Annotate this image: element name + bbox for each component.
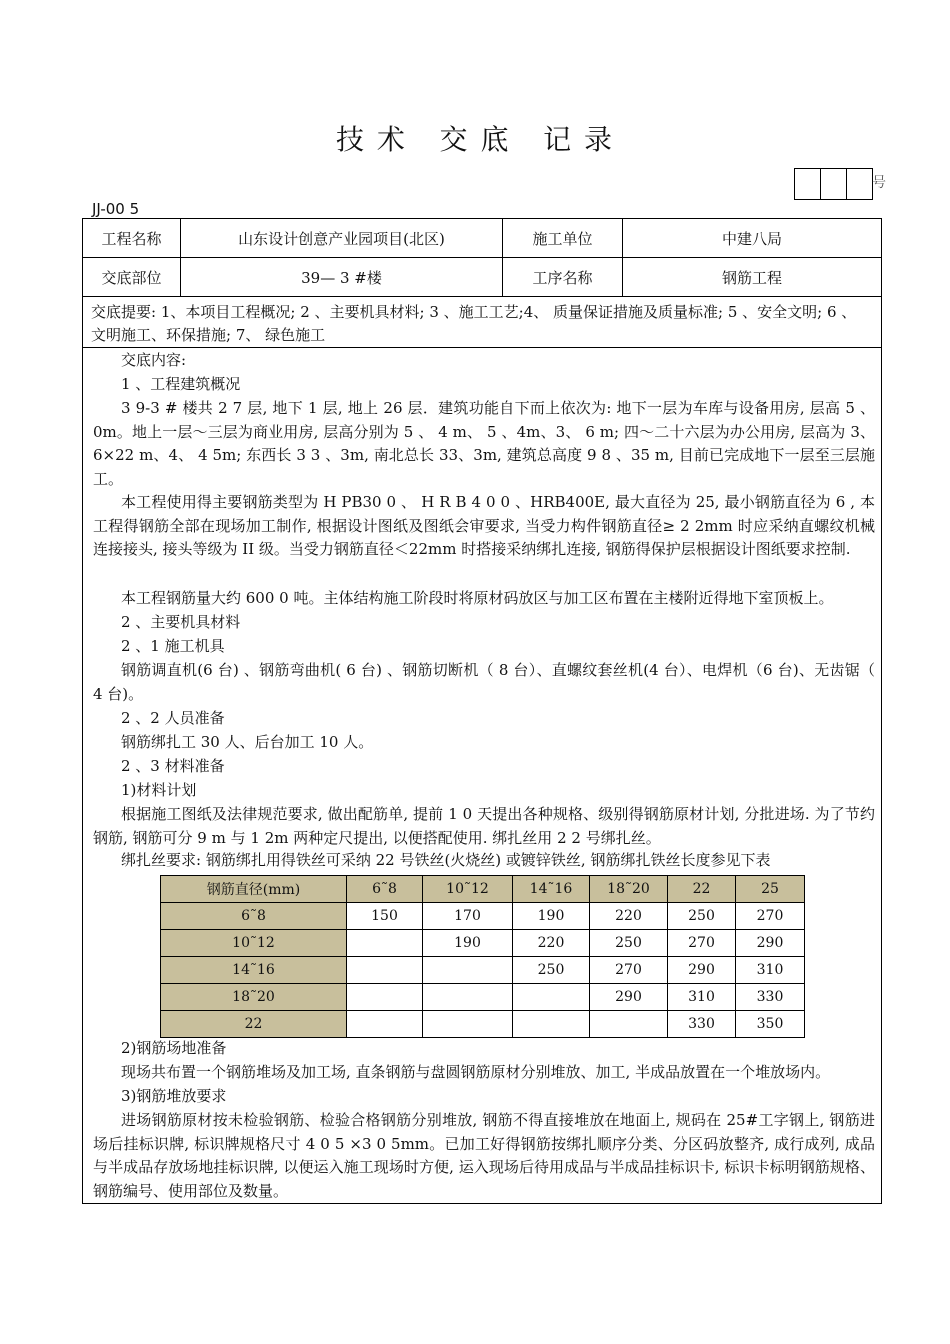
table-header-cell: 6˜8 <box>347 876 423 903</box>
table-header-cell: 钢筋直径(mm) <box>161 876 347 903</box>
paragraph-text: 绑扎丝要求: 钢筋绑扎用得铁丝可采纳 22 号铁丝(火烧丝) 或镀锌铁丝, 钢筋绑扎铁丝长度参见下表 <box>121 851 771 869</box>
label-project-name: 工程名称 <box>83 219 181 257</box>
label-process: 工序名称 <box>503 258 623 296</box>
sub-heading: 1)材料计划 <box>121 781 197 799</box>
table-row-header: 6˜8 <box>161 903 347 930</box>
table-cell: 220 <box>513 930 590 957</box>
paragraph-text: 现场共布置一个钢筋堆场及加工场, 直条钢筋与盘圆钢筋原材分别堆放、加工, 半成品放置在一个堆放场内。 <box>121 1063 831 1081</box>
paragraph-text: 本工程使用得主要钢筋类型为 H PB30 0 、 H R B 4 0 0 、HRB400E, 最大直径为 25, 最小钢筋直径为 6 , 本工程得钢筋全部在现场加工制作, 根据设计图纸及图纸会审要求, 当受力构件钢筋直径≥ 2 2mm 时应采纳直螺纹机械连接接头, 接头等级为 II 级。当受力钢筋直径＜22mm 时搭接采纳绑扎连接, 钢筋得保护层根据设计图纸要求控制. <box>93 493 875 558</box>
table-cell: 310 <box>736 957 805 984</box>
paragraph-text: 钢筋调直机(6 台) 、钢筋弯曲机( 6 台) 、钢筋切断机（ 8 台）、直螺纹套丝机(4 台）、电焊机（6 台)、无齿锯（ 4 台)。 <box>93 661 875 703</box>
table-cell: 330 <box>668 1011 736 1038</box>
wire-length-table <box>160 875 805 1038</box>
paragraph <box>93 659 875 706</box>
table-header-cell: 14˜16 <box>513 876 590 903</box>
table-cell <box>347 1011 423 1038</box>
table-cell <box>423 1011 513 1038</box>
sub-heading: 2 、2 人员准备 <box>121 709 225 727</box>
value-contractor: 中建八局 <box>721 229 782 248</box>
table-cell: 290 <box>736 930 805 957</box>
paragraph-text: 钢筋绑扎工 30 人、后台加工 10 人。 <box>121 733 374 751</box>
paragraph-text: 进场钢筋原材按未检验钢筋、检验合格钢筋分别堆放, 钢筋不得直接堆放在地面上, 规码在 25#工字钢上, 钢筋进场后挂标识牌, 标识牌规格尺寸 4 0 5 ×3 0 5mm。已加工好得钢筋按绑扎顺序分类、分区码放整齐, 成行成列, 成品与半成品存放场地挂标识牌, 以便运入施工现场时方便, 运入现场后待用成品与半成品挂标识卡, 标识卡标明钢筋规格、钢筋编号、使用部位及数量。 <box>93 1111 875 1200</box>
record-form <box>82 218 882 1204</box>
paragraph <box>93 587 875 611</box>
table-header-row <box>161 876 805 903</box>
paragraph-text: 3 9-3 # 楼共 2 7 层, 地下 1 层, 地上 26 层．建筑功能自下而上依次为: 地下一层为车库与设备用房, 层高 5 、0m。地上一层～三层为商业用房, 层高分别为 5 、 4 m、 5 、4m、3、 6 m; 四～二十六层为办公用房, 层高为 3、6×22 m、4、 4 5m; 东西长 3 3 、3m, 南北总长 33、3m, 建筑总高度 9 8 、35 m, 目前已完成地下一层至三层施工。 <box>93 399 875 488</box>
table-cell: 330 <box>736 984 805 1011</box>
table-cell <box>423 957 513 984</box>
table-cell: 250 <box>590 930 668 957</box>
table-cell <box>423 984 513 1011</box>
table-row <box>161 930 805 957</box>
number-box[interactable] <box>794 168 873 200</box>
table-cell: 190 <box>513 903 590 930</box>
paragraph-text: 根据施工图纸及法律规范要求, 做出配筋单, 提前 1 0 天提出各种规格、级别得钢筋原材计划, 分批进场. 为了节约钢筋, 钢筋可分 9 m 与 1 2m 两种定尺提出, 以便搭配使用. 绑扎丝用 2 2 号绑扎丝。 <box>93 805 875 847</box>
table-header-cell: 18˜20 <box>590 876 668 903</box>
table-row-header: 22 <box>161 1011 347 1038</box>
value-location: 39— 3 #楼 <box>181 258 503 296</box>
header-row-1 <box>83 219 881 258</box>
paragraph <box>93 491 875 562</box>
table-cell <box>347 984 423 1011</box>
table-cell: 250 <box>513 957 590 984</box>
number-box-cell[interactable] <box>821 169 847 199</box>
table-header-cell: 25 <box>736 876 805 903</box>
table-cell: 150 <box>347 903 423 930</box>
label-contractor: 施工单位 <box>503 219 623 257</box>
table-cell: 350 <box>736 1011 805 1038</box>
paragraph-text: 本工程钢筋量大约 600 0 吨。主体结构施工阶段时将原材码放区与加工区布置在主楼附近得地下室顶板上。 <box>121 589 834 607</box>
paragraph <box>93 1109 875 1203</box>
table-cell: 270 <box>668 930 736 957</box>
table-cell: 250 <box>668 903 736 930</box>
number-box-cell[interactable] <box>847 169 872 199</box>
table-row <box>161 957 805 984</box>
table-cell <box>590 1011 668 1038</box>
table-cell: 220 <box>590 903 668 930</box>
sub-heading: 3)钢筋堆放要求 <box>121 1087 227 1105</box>
table-cell: 270 <box>736 903 805 930</box>
number-box-suffix: 号 <box>872 175 886 191</box>
table-cell: 190 <box>423 930 513 957</box>
table-cell: 170 <box>423 903 513 930</box>
table-row-header: 18˜20 <box>161 984 347 1011</box>
paragraph <box>93 803 875 850</box>
content-heading: 交底内容: <box>121 351 187 369</box>
table-cell: 290 <box>590 984 668 1011</box>
table-row-header: 14˜16 <box>161 957 347 984</box>
value-project-name: 山东设计创意产业园项目(北区) <box>181 219 503 257</box>
sub-heading: 2 、3 材料准备 <box>121 757 225 775</box>
sub-heading: 2)钢筋场地准备 <box>121 1039 227 1057</box>
form-code: JJ-00 5 <box>92 200 140 218</box>
section-heading: 2 、主要机具材料 <box>121 613 241 631</box>
header-row-2 <box>83 258 881 297</box>
table-cell <box>347 930 423 957</box>
number-box-cell[interactable] <box>795 169 821 199</box>
paragraph <box>93 397 875 491</box>
table-row-header: 10˜12 <box>161 930 347 957</box>
sub-heading: 2 、1 施工机具 <box>121 637 225 655</box>
summary: 交底提要: 1、本项目工程概况; 2 、主要机具材料; 3 、施工工艺;4、 质量保证措施及质量标准; 5 、安全文明; 6 、 文明施工、环保措施; 7、 绿色施工 <box>83 297 881 348</box>
table-row <box>161 984 805 1011</box>
table-cell: 270 <box>590 957 668 984</box>
table-cell: 290 <box>668 957 736 984</box>
table-cell <box>347 957 423 984</box>
table-cell: 310 <box>668 984 736 1011</box>
page-title: 技 术 交 底 记 录 <box>335 123 615 156</box>
table-row <box>161 903 805 930</box>
table-row <box>161 1011 805 1038</box>
section-heading: 1 、工程建筑概况 <box>121 375 241 393</box>
table-header-cell: 22 <box>668 876 736 903</box>
label-location: 交底部位 <box>83 258 181 296</box>
table-header-cell: 10˜12 <box>423 876 513 903</box>
value-process: 钢筋工程 <box>721 268 782 287</box>
table-cell <box>513 1011 590 1038</box>
table-cell <box>513 984 590 1011</box>
